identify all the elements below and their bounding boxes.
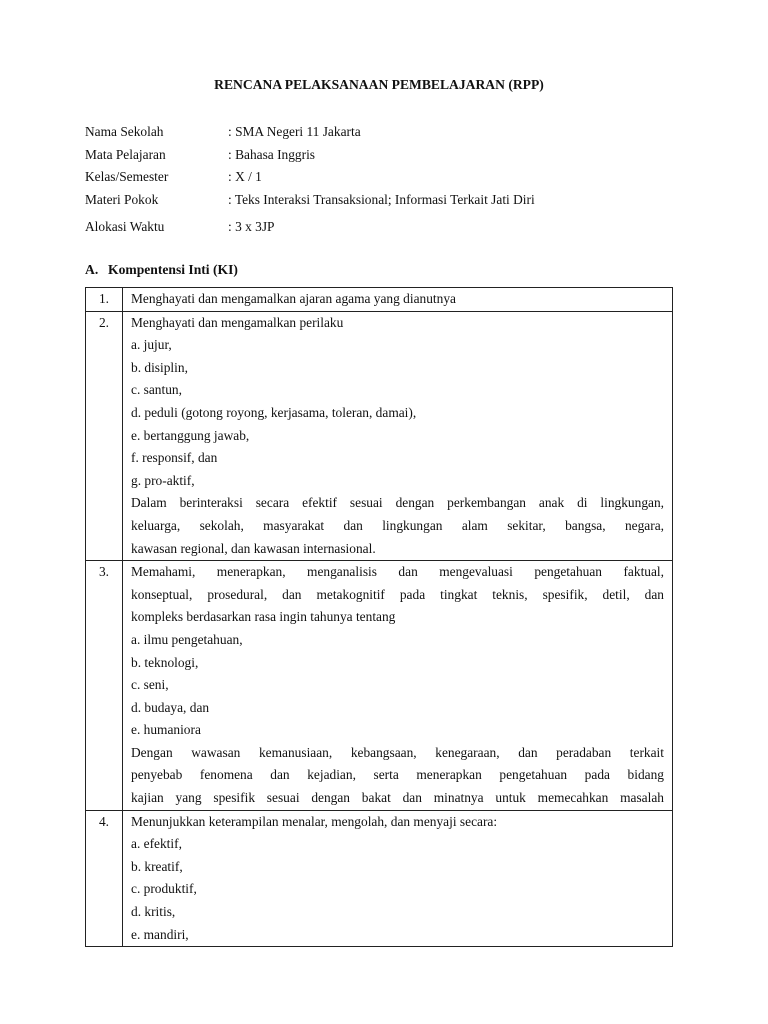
info-row-topic	[85, 189, 685, 212]
ki-content	[123, 288, 673, 312]
ki-paragraph-line: Dalam berinteraksi secara efektif sesuai dengan perkembangan anak di lingkungan,	[131, 495, 664, 511]
ki-paragraph-line: konseptual, prosedural, dan metakognitif pada tingkat teknis, spesifik, detil, dan	[131, 586, 664, 602]
ki-list-item: b. disiplin,	[131, 359, 188, 375]
ki-list-item: a. jujur,	[131, 337, 172, 353]
ki-paragraph-line: keluarga, sekolah, masyarakat dan lingkungan alam sekitar, bangsa, negara,	[131, 517, 664, 533]
info-value: : 3 x 3JP	[228, 219, 275, 234]
ki-paragraph-line: Memahami, menerapkan, menganalisis dan mengevaluasi pengetahuan faktual,	[131, 564, 664, 580]
ki-list-item: d. budaya, dan	[131, 699, 210, 715]
ki-table	[85, 287, 673, 947]
info-label: Nama Sekolah	[85, 124, 164, 139]
ki-number: 2.	[86, 311, 123, 561]
ki-content	[123, 561, 673, 811]
ki-list-item: e. humaniora	[131, 722, 201, 738]
ki-paragraph-line: penyebab fenomena dan kejadian, serta menerapkan pengetahuan pada bidang	[131, 767, 664, 783]
ki-row-3	[86, 561, 673, 811]
ki-list-item: c. santun,	[131, 382, 182, 398]
section-title: Kompentensi Inti (KI)	[108, 262, 238, 277]
info-row-subject	[85, 144, 685, 167]
info-label: Materi Pokok	[85, 191, 159, 207]
ki-number: 1.	[86, 288, 123, 312]
ki-list-item: c. seni,	[131, 677, 169, 693]
ki-list-item: f. responsif, dan	[131, 450, 218, 466]
info-row-class-semester	[85, 166, 685, 189]
info-label: Mata Pelajaran	[85, 146, 166, 162]
ki-content	[123, 311, 673, 561]
section-a-heading	[85, 262, 238, 278]
ki-content	[123, 810, 673, 947]
ki-paragraph-line: kompleks berdasarkan rasa ingin tahunya tentang	[131, 609, 396, 625]
ki-number: 4.	[86, 810, 123, 947]
ki-list-item: d. kritis,	[131, 904, 176, 920]
ki-list-item: a. ilmu pengetahuan,	[131, 631, 243, 647]
ki-list-item: d. peduli (gotong royong, kerjasama, toleran, damai),	[131, 404, 417, 420]
ki-line: Menghayati dan mengamalkan ajaran agama yang dianutnya	[131, 291, 456, 306]
ki-list-item: b. teknologi,	[131, 654, 199, 670]
info-row-school	[85, 121, 685, 144]
ki-paragraph-line: kajian yang spesifik sesuai dengan bakat dan minatnya untuk memecahkan masalah	[131, 790, 664, 806]
section-letter: A.	[85, 262, 99, 277]
ki-paragraph-line: kawasan regional, dan kawasan internasional.	[131, 540, 376, 556]
ki-list-item: c. produktif,	[131, 881, 197, 897]
info-value: : Teks Interaksi Transaksional; Informasi Terkait Jati Diri	[228, 191, 535, 207]
ki-list-item: e. bertanggung jawab,	[131, 427, 250, 443]
ki-list-item: a. efektif,	[131, 836, 182, 852]
ki-line: Menunjukkan keterampilan menalar, mengolah, dan menyaji secara:	[131, 813, 498, 829]
ki-row-2	[86, 311, 673, 561]
ki-row-1	[86, 288, 673, 312]
ki-line: Menghayati dan mengamalkan perilaku	[131, 314, 344, 330]
info-row-time-allocation	[85, 216, 685, 239]
ki-list-item: g. pro-aktif,	[131, 472, 195, 488]
ki-list-item: e. mandiri,	[131, 926, 189, 942]
document-title: RENCANA PELAKSANAAN PEMBELAJARAN (RPP)	[214, 77, 544, 92]
info-value: : Bahasa Inggris	[228, 146, 316, 162]
ki-list-item: b. kreatif,	[131, 858, 183, 874]
ki-row-4	[86, 810, 673, 947]
info-value: : SMA Negeri 11 Jakarta	[228, 124, 361, 139]
info-block	[85, 121, 685, 239]
info-label: Kelas/Semester	[85, 169, 169, 184]
ki-number: 3.	[86, 561, 123, 811]
ki-paragraph-line: Dengan wawasan kemanusiaan, kebangsaan, kenegaraan, dan peradaban terkait	[131, 744, 664, 760]
info-value: : X / 1	[228, 169, 262, 184]
info-label: Alokasi Waktu	[85, 219, 165, 234]
